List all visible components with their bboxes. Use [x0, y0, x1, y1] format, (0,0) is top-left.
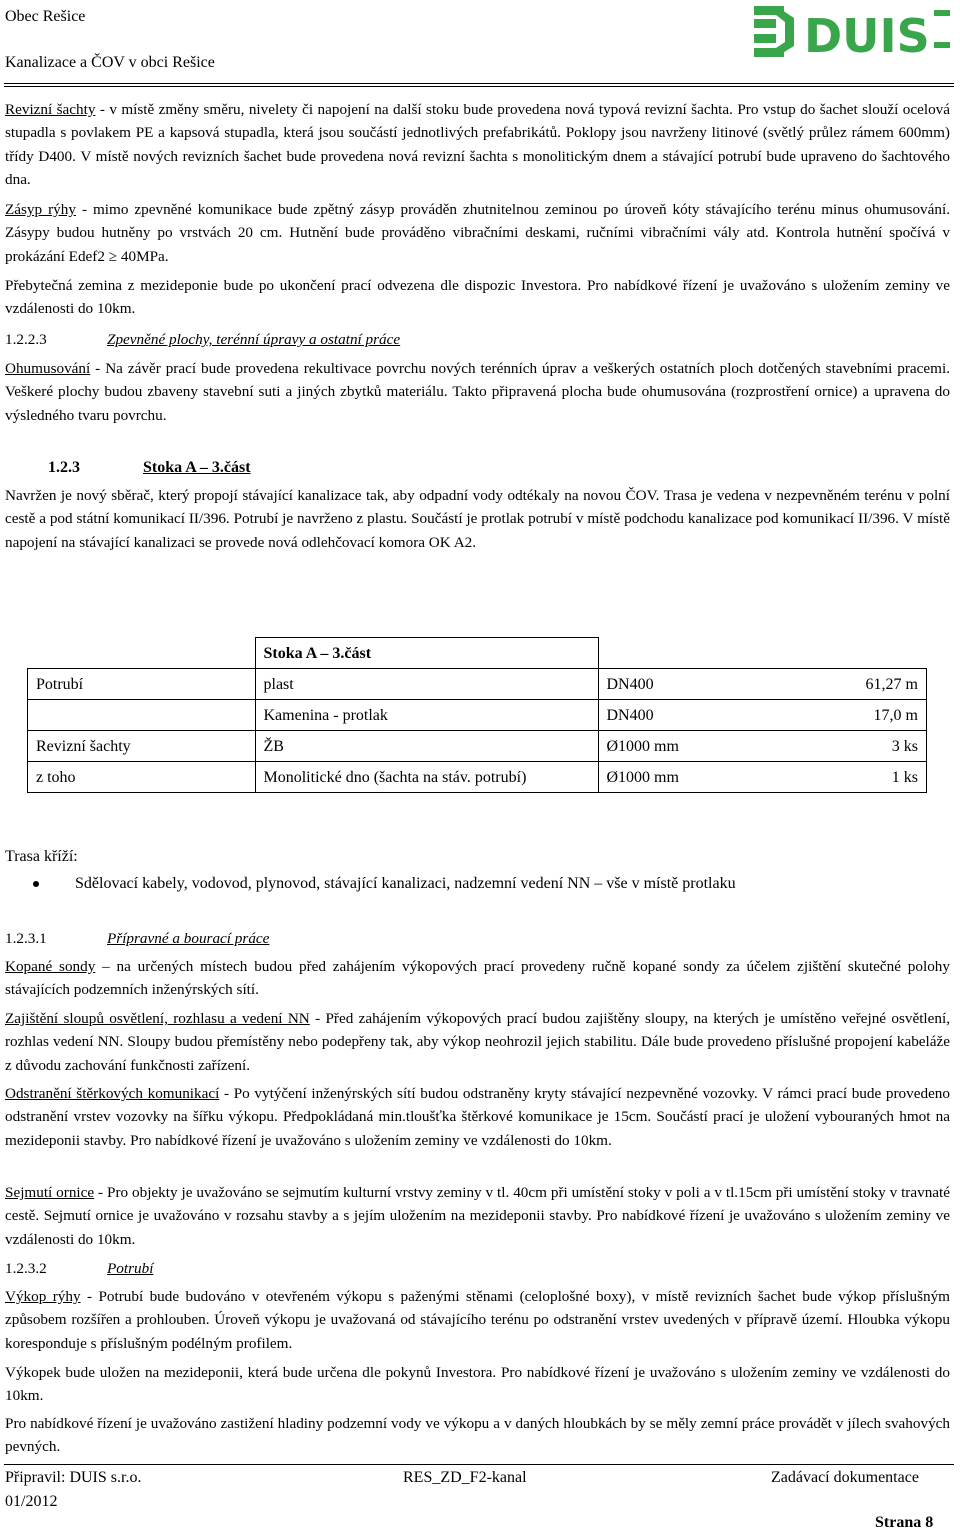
- logo-text: DUIS: [804, 9, 930, 60]
- term: Ohumusování: [5, 360, 91, 377]
- table-cell: 1 ks: [853, 762, 927, 793]
- stoka-table: [27, 637, 927, 793]
- table-cell: Revizní šachty: [28, 731, 256, 762]
- table-cell: plast: [255, 669, 598, 700]
- symbol: ≥: [108, 247, 118, 265]
- paragraph-prebytecna-zemina: Přebytečná zemina z mezideponie bude po ukončení prací odvezena dle dispozic Investora. Pro nabídkové řízení je uvažováno s uložením zeminy ve vzdálenosti do 10km.: [5, 277, 950, 318]
- paragraph-podzemni-voda: Pro nabídkové řízení je uvažováno zastižení hladiny podzemní vody ve výkopu a v daných hloubkách by se měly zemní práce provádět v jílech svahových pevných.: [5, 1415, 950, 1456]
- header-title: Obec Rešice: [5, 8, 86, 25]
- section-number: 1.2.3.1: [5, 930, 47, 947]
- text: - Potrubí bude budováno v otevřeném výkopu s paženými stěnami (celoplošné boxy), v místě revizních šachet bude výkop příslušným způsobem rozšířen a prohlouben. Úroveň výkopu je uvažovaná od stávajícího terénu po odstranění vrstev uvedených v přípravě území. Hloubka výkopu koresponduje s příslušným podélným profilem.: [5, 1288, 950, 1352]
- term: Výkop rýhy: [5, 1288, 81, 1305]
- header-subtitle: Kanalizace a ČOV v obci Rešice: [5, 54, 215, 71]
- table-cell: DN400: [598, 669, 853, 700]
- paragraph-zasyp-ryhy: [5, 198, 950, 268]
- term: Zajištění sloupů osvětlení, rozhlasu a vedení NN: [5, 1010, 310, 1027]
- table-cell: [28, 700, 256, 731]
- header-rule: [4, 83, 954, 84]
- duis-logo: [752, 4, 952, 60]
- table-cell: z toho: [28, 762, 256, 793]
- footer-code: RES_ZD_F2-kanal: [403, 1469, 527, 1486]
- term: Revizní šachty: [5, 101, 96, 118]
- list-item: Sdělovací kabely, vodovod, plynovod, stávající kanalizaci, nadzemní vedení NN – vše v místě protlaku: [75, 875, 736, 892]
- paragraph-kopane-sondy: [5, 955, 950, 1002]
- footer-rule: [4, 1464, 954, 1465]
- text: - mimo zpevněné komunikace bude zpětný zásyp prováděn zhutnitelnou zeminou po úroveň kóty stávajícího terénu minus ohumusování. Zásypy budou hutněny po vrstvách 20 cm. Hutnění bude prováděno vibračními deskami, ručními vibračními vály atd. Kontrola hutnění spočívá v prokázání Edef2: [5, 201, 950, 265]
- footer-prepared: Připravil: DUIS s.r.o.: [5, 1469, 142, 1486]
- table-cell: Ø1000 mm: [598, 731, 853, 762]
- text: - v místě změny směru, nivelety či napojení na další stoku bude provedena nová typová revizní šachta. Pro vstup do šachet slouží ocelová stupadla s povlakem PE a kapsová stupadla, která jsou součástí jednotlivých prefabrikátů. Poklopy jsou navrženy litinové (světlý průlez rámem 600mm) třídy D400. V místě nových revizních šachet bude provedena nová revizní šachta s monolitickým dnem a stávající potrubí bude upraveno do šachtového dna.: [5, 101, 950, 188]
- section-title: Zpevněné plochy, terénní úpravy a ostatní práce: [107, 331, 401, 348]
- text: – na určených místech budou před zahájením výkopových prací provedeny ručně kopané sondy za účelem zjištění skutečné polohy stávajících podzemních inženýrských sítí.: [5, 958, 950, 999]
- table-cell: ŽB: [255, 731, 598, 762]
- table-cell: Ø1000 mm: [598, 762, 853, 793]
- section-number: 1.2.3: [48, 459, 80, 476]
- text: - Před zahájením výkopových prací budou zajištěny sloupy, na kterých je umístěno veřejné osvětlení, rozhlas vedení NN. Sloupy budou přemístěny nebo podepřeny tak, aby výkop neohrozil jejich stabilitu. Dále bude provedeno příslušné propojení kabeláže z důvodu zachování funkčnosti zařízení.: [5, 1010, 950, 1074]
- section-number: 1.2.3.2: [5, 1260, 47, 1277]
- paragraph-zajisteni-sloupu: [5, 1007, 950, 1077]
- paragraph-vykopek: Výkopek bude uložen na mezideponii, která bude určena dle pokynů Investora. Pro nabídkové řízení je uvažováno s uložením zeminy ve vzdálenosti do 10km.: [5, 1364, 950, 1405]
- table-header-row: [28, 638, 927, 669]
- section-number: 1.2.2.3: [5, 331, 47, 348]
- footer-doc: Zadávací dokumentace: [771, 1469, 919, 1486]
- paragraph-ohumusovani: [5, 357, 950, 427]
- header-rule-2: [4, 86, 954, 87]
- table-cell: 61,27 m: [853, 669, 927, 700]
- text: - Po vytýčení inženýrských sítí budou odstraněny kryty stávající nezpevněné vozovky. V rámci prací bude provedeno odstranění vrstev vozovky na šířku výkopu. Předpokládaná min.tloušťka štěrkové komunikace je 15cm. Součástí prací je uložení vybouraných hmot na mezideponii stavby. Pro nabídkové řízení je uvažováno s uložením zeminy ve vzdálenosti do 10km.: [5, 1085, 950, 1149]
- page-number: Strana 8: [875, 1514, 934, 1531]
- bullet-icon: [33, 881, 39, 887]
- table-title: Stoka A – 3.část: [255, 638, 598, 669]
- table-row: [28, 731, 927, 762]
- section-title: Potrubí: [107, 1260, 154, 1277]
- paragraph-stoka-a: Navržen je nový sběrač, který propojí stávající kanalizace tak, aby odpadní vody odtékaly na novou ČOV. Trasa je vedena v nezpevněném terénu v polní cestě a pod státní komunikací II/396. Potrubí je navrženo z plastu. Součástí je protlak potrubí v místě podchodu kanalizace pod komunikací II/396. V místě napojení na stávající kanalizaci se provede nová odlehčovací komora OK A2.: [5, 487, 950, 551]
- section-title: Stoka A – 3.část: [143, 459, 251, 476]
- table-row: [28, 669, 927, 700]
- trasa-label: Trasa kříží:: [5, 848, 78, 865]
- table-row: [28, 700, 927, 731]
- table-cell: Kamenina - protlak: [255, 700, 598, 731]
- table-cell: Potrubí: [28, 669, 256, 700]
- term: Zásyp rýhy: [5, 201, 76, 218]
- text: 40MPa.: [117, 247, 169, 265]
- paragraph-sejmuti-ornice: [5, 1181, 950, 1251]
- table-cell: 17,0 m: [853, 700, 927, 731]
- term: Odstranění štěrkových komunikací: [5, 1085, 220, 1102]
- table-cell: DN400: [598, 700, 853, 731]
- footer-date: 01/2012: [5, 1493, 58, 1510]
- paragraph-vykop-ryhy: [5, 1285, 950, 1355]
- table-cell: Monolitické dno (šachta na stáv. potrubí): [255, 762, 598, 793]
- paragraph-revizni-sachty: [5, 98, 950, 191]
- paragraph-odstraneni-komunikaci: [5, 1082, 950, 1152]
- term: Kopané sondy: [5, 958, 96, 975]
- table-cell: 3 ks: [853, 731, 927, 762]
- text: - Na závěr prací bude provedena rekultivace povrchu nových terénních úprav a veškerých ostatních ploch dotčených stavebními pracemi. Veškeré plochy budou zbaveny stavební suti a jiných zbytků materiálu. Takto připravená plocha bude ohumusována (rozprostření ornice) a upravena do výsledného tvaru povrchu.: [5, 360, 950, 424]
- text: - Pro objekty je uvažováno se sejmutím kulturní vrstvy zeminy v tl. 40cm při umístění stoky v poli a v tl.15cm při umístění stoky v travnaté cestě. Sejmutí ornice je uvažováno v rozsahu stavby a s jejím uložením na mezideponii stavby. Pro nabídkové řízení je uvažováno s uložením zeminy ve vzdálenosti do 10km.: [5, 1184, 950, 1248]
- term: Sejmutí ornice: [5, 1184, 95, 1201]
- section-title: Přípravné a bourací práce: [107, 930, 270, 947]
- table-row: [28, 762, 927, 793]
